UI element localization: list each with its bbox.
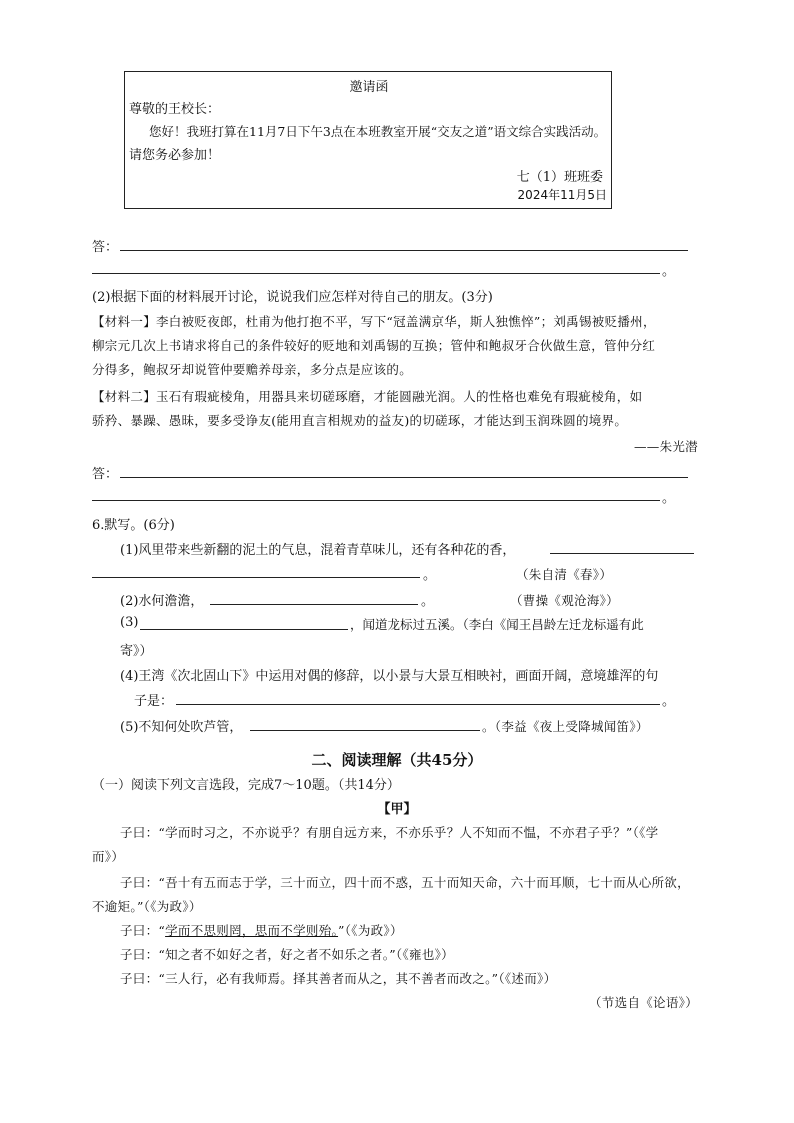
blank-line[interactable]	[92, 577, 420, 578]
passage-line: 子曰：“学而时习之，不亦说乎？有朋自远方来，不亦乐乎？人不知而不愠，不亦君子乎？”（《学	[120, 825, 659, 840]
dictation-item-3-cont: 寄》）	[120, 644, 153, 659]
invitation-box	[124, 71, 612, 209]
material-2-source: ——朱光潜	[633, 439, 698, 454]
period: 。	[423, 568, 437, 583]
dictation-source: 。（李益《夜上受降城闻笛》）	[482, 719, 649, 734]
material-1-line: 分得多，鲍叔牙却说管仲要赡养母亲，多分点是应该的。	[92, 362, 413, 377]
material-1-line: 柳宗元几次上书请求将自己的条件较好的贬地和刘禹锡的互换；管仲和鲍叔牙合伙做生意，管仲分红	[92, 338, 656, 353]
passage-line: 子曰：“知之者不如好之者，好之者不如乐之者。”（《雍也》）	[120, 947, 454, 962]
blank-line[interactable]	[250, 730, 480, 731]
answer-line[interactable]	[120, 250, 688, 251]
period: 。	[421, 594, 435, 609]
period: 。	[662, 491, 676, 506]
invitation-body: 您好！我班打算在11月7日下午3点在本班教室开展“交友之道”语文综合实践活动。	[149, 124, 607, 139]
answer-line[interactable]	[120, 477, 688, 478]
period: 。	[662, 694, 676, 709]
underlined-quote: 学而不思则罔，思而不学则殆。	[165, 923, 339, 938]
material-1-line: 【材料一】李白被贬夜郎，杜甫为他打抱不平，写下“冠盖满京华，斯人独憔悴”；刘禹锡被贬播州，	[92, 314, 656, 329]
blank-line[interactable]	[176, 704, 660, 705]
answer-label: 答：	[92, 467, 119, 482]
passage-label-jia: 【甲】	[377, 802, 417, 817]
dictation-item-3: (3)	[120, 615, 139, 630]
dictation-item-2: (2)水何澹澹，	[120, 594, 204, 609]
section-subheading: （一）阅读下列文言选段，完成7～10题。（共14分）	[92, 778, 400, 793]
question-6-title: 6.默写。(6分)	[92, 518, 175, 533]
invitation-date: 2024年11月5日	[517, 188, 607, 202]
passage-line: 子曰：“三人行，必有我师焉。择其善者而从之，其不善者而改之。”（《述而》）	[120, 971, 557, 986]
passage-source: （节选自《论语》）	[589, 995, 698, 1010]
dictation-item-3-text: ，闻道龙标过五溪。（李白《闻王昌龄左迁龙标遥有此	[350, 617, 644, 632]
blank-line[interactable]	[210, 604, 418, 605]
answer-label: 答：	[92, 240, 119, 255]
dictation-item-1: (1)风里带来些新翻的泥土的气息，混着青草味儿，还有各种花的香，	[120, 543, 516, 558]
passage-text: ”（《为政》）	[338, 923, 403, 938]
material-2-line: 骄矜、暴躁、愚昧，要多受诤友(能用直言相规劝的益友)的切磋琢，才能达到玉润珠圆的境界。	[92, 413, 628, 428]
blank-line[interactable]	[550, 553, 694, 554]
passage-line: 不逾矩。”（《为政》）	[92, 899, 202, 914]
answer-line[interactable]	[92, 273, 660, 274]
dictation-item-4-cont: 子是：	[134, 694, 174, 709]
passage-text: 子曰：“	[120, 923, 166, 938]
dictation-item-5: (5)不知何处吹芦管，	[120, 720, 243, 735]
dictation-source: （曹操《观沧海》）	[510, 593, 619, 608]
question-2-prompt: (2)根据下面的材料展开讨论，说说我们应怎样对待自己的朋友。(3分)	[92, 290, 493, 305]
invitation-signer: 七（1）班班委	[516, 170, 603, 185]
period: 。	[662, 264, 676, 279]
section-heading: 二、阅读理解（共45分）	[311, 751, 483, 769]
passage-line: 子曰：“吾十有五而志于学，三十而立，四十而不惑，五十而知天命，六十而耳顺，七十而从心所欲，	[120, 875, 690, 890]
material-2-line: 【材料二】玉石有瑕疵棱角，用器具来切磋琢磨，才能圆融光润。人的性格也难免有瑕疵棱角，如	[92, 389, 643, 404]
blank-line[interactable]	[140, 629, 348, 630]
dictation-source: （朱自清《春》）	[516, 567, 613, 582]
passage-line: 而》）	[92, 849, 125, 864]
passage-line	[120, 921, 403, 939]
dictation-item-4: (4)王湾《次北固山下》中运用对偶的修辞，以小景与大景互相映衬，画面开阔，意境雄浑的句	[120, 669, 659, 684]
answer-line[interactable]	[92, 500, 660, 501]
invitation-salutation: 尊敬的王校长：	[129, 102, 221, 117]
invitation-body-cont: 请您务必参加！	[129, 148, 221, 163]
invitation-title: 邀请函	[349, 80, 389, 95]
